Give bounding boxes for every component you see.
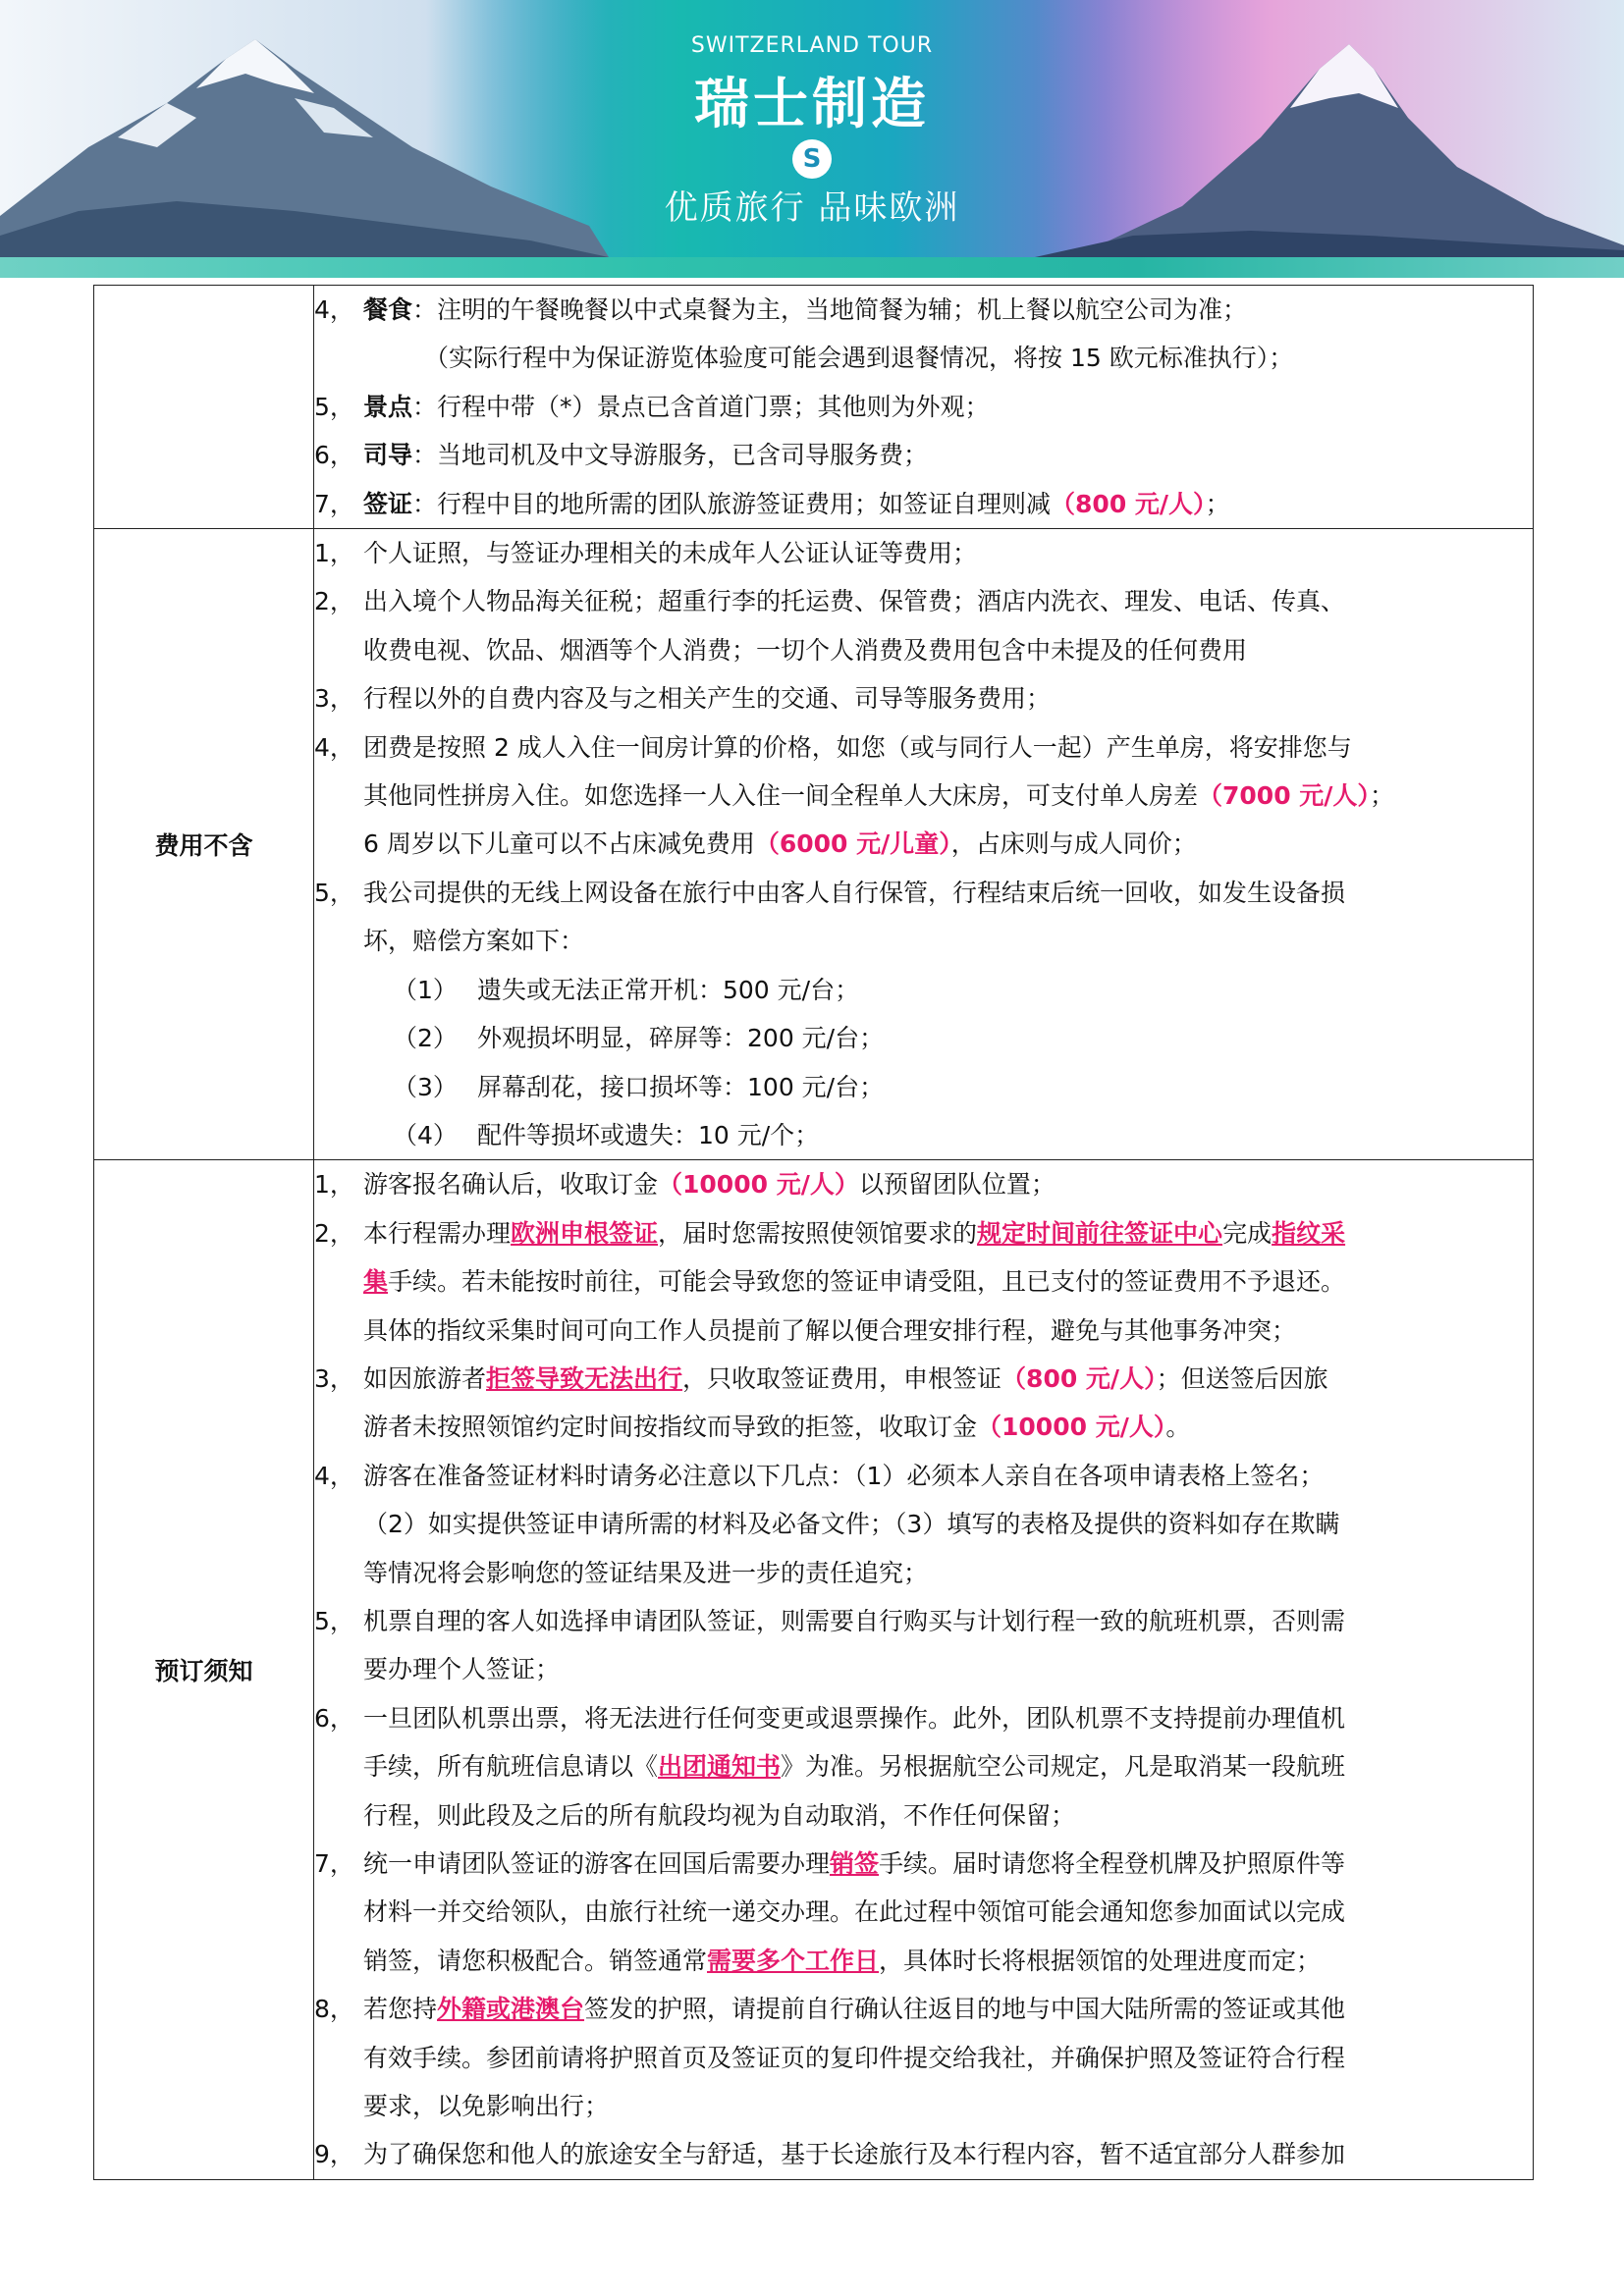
highlighted-text: 出团通知书 [658, 1752, 782, 1782]
highlighted-text: 拒签导致无法出行 [486, 1363, 683, 1393]
item-number: 4， [314, 732, 354, 762]
item-number: 7， [314, 489, 354, 518]
list-item [314, 1597, 1533, 1645]
item-number: （2） [393, 1024, 458, 1053]
item-number: 9， [314, 2140, 354, 2169]
item-text: 游客在准备签证材料时请务必注意以下几点：（1）必须本人亲自在各项申请表格上签名； [363, 1461, 1325, 1490]
highlighted-text: 欧洲申根签证 [511, 1218, 659, 1248]
item-text: 外观损坏明显，碎屏等：200 元/台； [477, 1024, 885, 1053]
highlighted-text: 需要多个工作日 [707, 1946, 880, 1975]
item-text: ； [1205, 489, 1230, 518]
item-text: （2）如实提供签证申请所需的材料及必备文件；（3）填写的表格及提供的资料如存在欺瞒 [363, 1510, 1340, 1539]
item-text: 游客报名确认后，收取订金 [363, 1170, 659, 1200]
highlighted-text: 景点 [363, 392, 413, 421]
section-items [314, 529, 1534, 1160]
list-item [314, 1549, 1533, 1597]
list-item [314, 1840, 1533, 1888]
item-number: （3） [393, 1072, 458, 1101]
list-item [314, 2034, 1533, 2082]
item-text: 机票自理的客人如选择申请团队签证，则需要自行购买与计划行程一致的航班机票，否则需 [363, 1606, 1346, 1635]
highlighted-text: 司导 [363, 441, 413, 470]
item-number: 1， [314, 1170, 354, 1200]
list-item [314, 480, 1533, 528]
highlighted-text: （10000 元/人） [977, 1413, 1166, 1442]
list-item [314, 1307, 1533, 1355]
item-text: 行程，则此段及之后的所有航段均视为自动取消，不作任何保留； [363, 1800, 1076, 1830]
item-number: 3， [314, 684, 354, 714]
highlighted-text: 集 [363, 1267, 389, 1297]
list-item [314, 820, 1533, 868]
list-item [314, 723, 1533, 772]
list-item [314, 286, 1533, 334]
list-item [314, 1063, 1533, 1111]
list-item [314, 917, 1533, 965]
highlighted-text: （7000 元/人） [1198, 781, 1370, 811]
item-text: 如因旅游者 [363, 1363, 487, 1393]
item-text: 坏，赔偿方案如下： [363, 927, 585, 956]
item-text: ：当地司机及中文导游服务，已含司导服务费； [412, 441, 929, 470]
highlighted-text: （6000 元/儿童） [754, 829, 951, 859]
item-number: 5， [314, 878, 354, 907]
item-number: 5， [314, 1606, 354, 1635]
item-text: 其他同性拼房入住。如您选择一人入住一间全程单人大床房，可支付单人房差 [363, 781, 1199, 811]
banner-subtitle-en: SWITZERLAND TOUR [690, 33, 934, 58]
list-item [314, 869, 1533, 917]
list-item [314, 577, 1533, 625]
item-text: 一旦团队机票出票，将无法进行任何变更或退票操作。此外，团队机票不支持提前办理值机 [363, 1703, 1346, 1733]
item-text: ，只收取签证费用，申根签证 [682, 1363, 1002, 1393]
list-item [314, 626, 1533, 674]
item-number: 4， [314, 295, 354, 324]
item-number: （4） [393, 1120, 458, 1149]
list-item [314, 1452, 1533, 1500]
item-text: （实际行程中为保证游览体验度可能会遇到退餐情况，将按 15 欧元标准执行）； [424, 344, 1294, 373]
item-text: 出入境个人物品海关征税；超重行李的托运费、保管费；酒店内洗衣、理发、电话、传真、 [363, 587, 1346, 616]
list-item [314, 1937, 1533, 1985]
banner-title: 瑞士制造 [694, 73, 930, 136]
item-text: 。 [1165, 1413, 1191, 1442]
section-label: 预订须知 [94, 1160, 314, 2180]
item-number: 1， [314, 539, 354, 568]
item-text: ，占床则与成人同价； [950, 829, 1197, 859]
list-item [314, 334, 1533, 382]
list-item [314, 1160, 1533, 1208]
item-text: 具体的指纹采集时间可向工作人员提前了解以便合理安排行程，避免与其他事务冲突； [363, 1315, 1297, 1345]
list-item [314, 1403, 1533, 1451]
item-text: 6 周岁以下儿童可以不占床减免费用 [363, 829, 755, 859]
section-items [314, 1160, 1534, 2180]
item-text: ：行程中目的地所需的团队旅游签证费用；如签证自理则减 [412, 489, 1052, 518]
item-text: 有效手续。参团前请将护照首页及签证页的复印件提交给我社，并确保护照及签证符合行程 [363, 2043, 1346, 2072]
item-text: ；但送签后因旅 [1156, 1363, 1328, 1393]
list-item [314, 529, 1533, 577]
list-item [314, 1694, 1533, 1742]
item-number: （1） [393, 975, 458, 1004]
list-item [314, 2130, 1533, 2178]
item-number: 3， [314, 1363, 354, 1393]
highlighted-text: （10000 元/人） [658, 1170, 859, 1200]
item-number: 5， [314, 392, 354, 421]
item-text: 手续。届时请您将全程登机牌及护照原件等 [879, 1849, 1346, 1878]
item-text: 本行程需办理 [363, 1218, 512, 1248]
item-text: 若您持 [363, 1995, 438, 2024]
banner-slogan: 优质旅行 品味欧洲 [664, 188, 960, 228]
highlighted-text: （800 元/人） [1051, 489, 1206, 518]
section-label: 费用不含 [94, 529, 314, 1160]
item-text: 要求，以免影响出行； [363, 2092, 610, 2121]
item-text: 游者未按照领馆约定时间按指纹而导致的拒签，收取订金 [363, 1413, 978, 1442]
item-number: 6， [314, 1703, 354, 1733]
table-row [94, 286, 1534, 529]
section-label [94, 286, 314, 529]
item-text: 材料一并交给领队，由旅行社统一递交办理。在此过程中领馆可能会通知您参加面试以完成 [363, 1897, 1346, 1927]
header-banner [0, 0, 1624, 278]
item-text: 完成 [1222, 1218, 1272, 1248]
list-item [314, 1111, 1533, 1159]
item-text: 手续。若未能按时前往，可能会导致您的签证申请受阻，且已支付的签证费用不予退还。 [388, 1267, 1346, 1297]
item-text: 统一申请团队签证的游客在回国后需要办理 [363, 1849, 831, 1878]
item-text: ：行程中带（*）景点已含首道门票；其他则为外观； [412, 392, 990, 421]
highlighted-text: （800 元/人） [1001, 1363, 1157, 1393]
list-item [314, 772, 1533, 820]
item-text: 等情况将会影响您的签证结果及进一步的责任追究； [363, 1558, 929, 1587]
item-text: 我公司提供的无线上网设备在旅行中由客人自行保管，行程结束后统一回收，如发生设备损 [363, 878, 1346, 907]
item-text: ； [1369, 781, 1394, 811]
item-text: 配件等损坏或遗失：10 元/个； [477, 1120, 820, 1149]
list-item [314, 1209, 1533, 1257]
item-text: 屏幕刮花，接口损坏等：100 元/台； [477, 1072, 885, 1101]
highlighted-text: 指纹采 [1272, 1218, 1346, 1248]
section-items [314, 286, 1534, 529]
terms-table [93, 285, 1534, 2180]
highlighted-text: 签证 [363, 489, 413, 518]
item-number: 4， [314, 1461, 354, 1490]
banner-bottom-stripe [0, 257, 1624, 278]
item-text: 销签，请您积极配合。销签通常 [363, 1946, 708, 1975]
highlighted-text: 销签 [830, 1849, 880, 1878]
item-text: 》为准。另根据航空公司规定，凡是取消某一段航班 [781, 1752, 1346, 1782]
item-text: 手续，所有航班信息请以《 [363, 1752, 659, 1782]
list-item [314, 966, 1533, 1014]
item-text: 以预留团队位置； [858, 1170, 1056, 1200]
item-text: 行程以外的自费内容及与之相关产生的交通、司导等服务费用； [363, 684, 1052, 714]
highlighted-text: 外籍或港澳台 [437, 1995, 585, 2024]
item-number: 2， [314, 1218, 354, 1248]
item-number: 8， [314, 1995, 354, 2024]
list-item [314, 1985, 1533, 2033]
list-item [314, 1500, 1533, 1548]
brand-logo-icon: S [792, 139, 832, 179]
list-item [314, 1645, 1533, 1693]
list-item [314, 2082, 1533, 2130]
list-item [314, 1742, 1533, 1790]
item-text: 为了确保您和他人的旅途安全与舒适，基于长途旅行及本行程内容，暂不适宜部分人群参加 [363, 2140, 1346, 2169]
item-number: 2， [314, 587, 354, 616]
list-item [314, 1888, 1533, 1936]
item-number: 6， [314, 441, 354, 470]
highlighted-text: 规定时间前往签证中心 [977, 1218, 1223, 1248]
item-text: 签发的护照，请提前自行确认往返目的地与中国大陆所需的签证或其他 [584, 1995, 1346, 2024]
item-text: 个人证照，与签证办理相关的未成年人公证认证等费用； [363, 539, 978, 568]
list-item [314, 431, 1533, 479]
item-text: ，具体时长将根据领馆的处理进度而定； [879, 1946, 1322, 1975]
item-text: ：注明的午餐晚餐以中式桌餐为主，当地简餐为辅；机上餐以航空公司为准； [412, 295, 1248, 324]
item-text: 收费电视、饮品、烟酒等个人消费；一切个人消费及费用包含中未提及的任何费用 [363, 635, 1248, 665]
list-item [314, 1791, 1533, 1840]
highlighted-text: 餐食 [363, 295, 413, 324]
list-item [314, 383, 1533, 431]
list-item [314, 1355, 1533, 1403]
item-text: ，届时您需按照使领馆要求的 [658, 1218, 978, 1248]
item-text: 要办理个人签证； [363, 1655, 561, 1684]
item-text: 团费是按照 2 成人入住一间房计算的价格，如您（或与同行人一起）产生单房，将安排您与 [363, 732, 1352, 762]
list-item [314, 674, 1533, 722]
table-row [94, 1160, 1534, 2180]
item-number: 7， [314, 1849, 354, 1878]
item-text: 遗失或无法正常开机：500 元/台； [477, 975, 860, 1004]
table-row [94, 529, 1534, 1160]
list-item [314, 1257, 1533, 1306]
list-item [314, 1014, 1533, 1062]
